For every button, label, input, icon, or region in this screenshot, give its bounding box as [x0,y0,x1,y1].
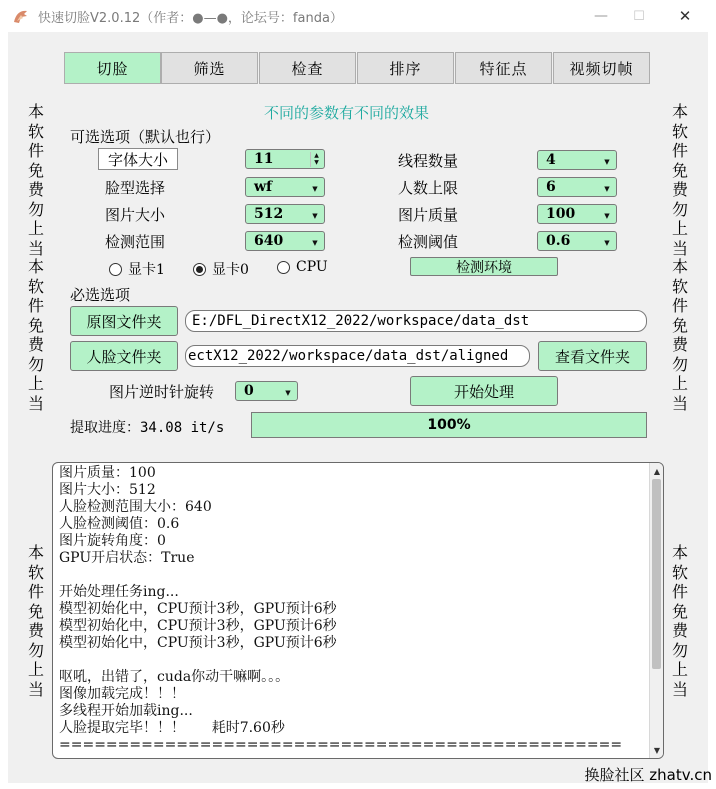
font-size-button[interactable]: 字体大小 [98,148,178,170]
font-size-spinbox[interactable] [245,149,325,169]
log-line: 多线程开始加载ing... [59,703,193,719]
scroll-down-icon[interactable]: ▼ [653,745,661,755]
hint-subtitle: 不同的参数有不同的效果 [264,104,430,122]
log-line: 图像加载完成！！！ [59,686,185,702]
tab-check[interactable]: 检查 [259,52,356,84]
threads-label: 线程数量 [398,152,459,170]
log-line: 模型初始化中，CPU预计3秒，GPU预计6秒 [59,601,337,617]
chevron-down-icon[interactable]: ▼ [312,237,318,247]
log-line: 人脸提取完毕！！！ 耗时7.60秒 [59,720,285,736]
face-folder-button[interactable]: 人脸文件夹 [70,341,178,371]
log-line: 呕吼，出错了，cuda你动干嘛啊。。。 [59,669,290,685]
chevron-down-icon[interactable]: ▼ [285,387,291,397]
radio-gpu0-label: 显卡0 [212,262,249,278]
log-line: 图片质量：100 [59,465,156,481]
radio-cpu-label: CPU [296,259,328,275]
image-size-select[interactable] [245,204,325,224]
radio-circle-icon[interactable] [277,261,290,274]
log-line: 人脸检测阈值：0.6 [59,516,180,532]
site-watermark: 换脸社区 zhatv.cn [584,766,712,784]
left-banner-middle: 本 软 件 免 费 勿 上 当 [27,257,44,413]
chevron-down-icon[interactable]: ▼ [604,237,610,247]
rotate-value: 0 [244,383,254,399]
chevron-down-icon[interactable]: ▼ [604,210,610,220]
radio-cpu[interactable] [277,259,328,275]
radio-checked-icon[interactable] [193,263,206,276]
log-scrollbar[interactable] [649,463,663,758]
threads-value: 4 [546,152,556,168]
required-section-title: 必选选项 [70,286,131,304]
chevron-down-icon[interactable]: ▼ [312,210,318,220]
left-banner-bottom: 本 软 件 免 费 勿 上 当 [27,543,44,699]
max-faces-select[interactable] [537,177,617,197]
log-line: 开始处理任务ing... [59,584,179,600]
max-faces-label: 人数上限 [398,179,459,197]
tab-filter[interactable]: 筛选 [161,52,258,84]
progress-bar [251,412,647,438]
image-quality-select[interactable] [537,204,617,224]
detect-range-select[interactable] [245,231,325,251]
face-type-label: 脸型选择 [105,179,166,197]
log-line: GPU开启状态：True [59,550,195,566]
right-banner-middle: 本 软 件 免 费 勿 上 当 [671,257,688,413]
log-line: 图片旋转角度：0 [59,533,166,549]
start-process-button[interactable]: 开始处理 [410,376,558,406]
detect-threshold-label: 检测阈值 [398,233,459,251]
source-folder-path-input[interactable]: E:/DFL_DirectX12_2022/workspace/data_dst [185,310,647,332]
rotate-label: 图片逆时针旋转 [109,383,215,401]
max-faces-value: 6 [546,179,556,195]
right-banner-bottom: 本 软 件 免 费 勿 上 当 [671,543,688,699]
close-button[interactable]: ✕ [678,7,692,25]
app-icon [12,7,30,25]
progress-percent: 100% [427,417,471,433]
detect-range-label: 检测范围 [105,233,166,251]
log-line [59,567,649,584]
log-line: 人脸检测范围大小：640 [59,499,212,515]
tab-landmarks[interactable]: 特征点 [455,52,552,84]
minimize-button[interactable]: — [594,8,608,24]
spin-arrows-icon[interactable]: ▲ ▼ [310,152,322,167]
log-line: ================================================ [59,737,623,753]
right-banner-top: 本 软 件 免 费 勿 上 当 [671,102,688,258]
scroll-thumb[interactable] [652,479,661,669]
check-env-button[interactable]: 检测环境 [410,257,558,276]
image-quality-label: 图片质量 [398,206,459,224]
source-folder-button[interactable]: 原图文件夹 [70,306,178,336]
view-folder-button[interactable]: 查看文件夹 [538,341,647,371]
face-type-select[interactable] [245,177,325,197]
face-type-value: wf [254,179,273,195]
progress-label: 提取进度：34.08 it/s [70,420,225,436]
tab-video-frames[interactable]: 视频切帧 [553,52,650,84]
log-lines [59,465,649,754]
radio-gpu0[interactable] [193,259,249,279]
left-banner-top: 本 软 件 免 费 勿 上 当 [27,102,44,258]
image-size-value: 512 [254,206,284,222]
optional-section-title: 可选选项（默认也行） [70,128,221,146]
detect-threshold-value: 0.6 [546,233,571,249]
detect-range-value: 640 [254,233,284,249]
title-bar [0,0,716,32]
radio-gpu1[interactable] [109,259,165,279]
log-line: 模型初始化中，CPU预计3秒，GPU预计6秒 [59,618,337,634]
window-title: 快速切脸V2.0.12（作者：●—●，论坛号：fanda） [38,11,343,26]
log-line: 图片大小：512 [59,482,156,498]
chevron-down-icon[interactable]: ▼ [312,183,318,193]
chevron-down-icon[interactable]: ▼ [604,156,610,166]
image-quality-value: 100 [546,206,576,222]
main-panel [8,32,708,783]
threads-select[interactable] [537,150,617,170]
log-textarea[interactable] [52,462,664,759]
radio-gpu1-label: 显卡1 [128,262,165,278]
maximize-button[interactable]: ☐ [633,8,645,24]
scroll-up-icon[interactable]: ▲ [653,466,661,476]
rotate-select[interactable] [235,381,298,401]
log-line [59,652,649,669]
detect-threshold-select[interactable] [537,231,617,251]
tab-sort[interactable]: 排序 [357,52,454,84]
font-size-value: 11 [254,151,274,167]
radio-circle-icon[interactable] [109,263,122,276]
image-size-label: 图片大小 [105,206,166,224]
chevron-down-icon[interactable]: ▼ [604,183,610,193]
face-folder-path-input[interactable]: ectX12_2022/workspace/data_dst/aligned [185,345,530,367]
tab-face-cut[interactable]: 切脸 [64,52,161,84]
log-line: 模型初始化中，CPU预计3秒，GPU预计6秒 [59,635,337,651]
